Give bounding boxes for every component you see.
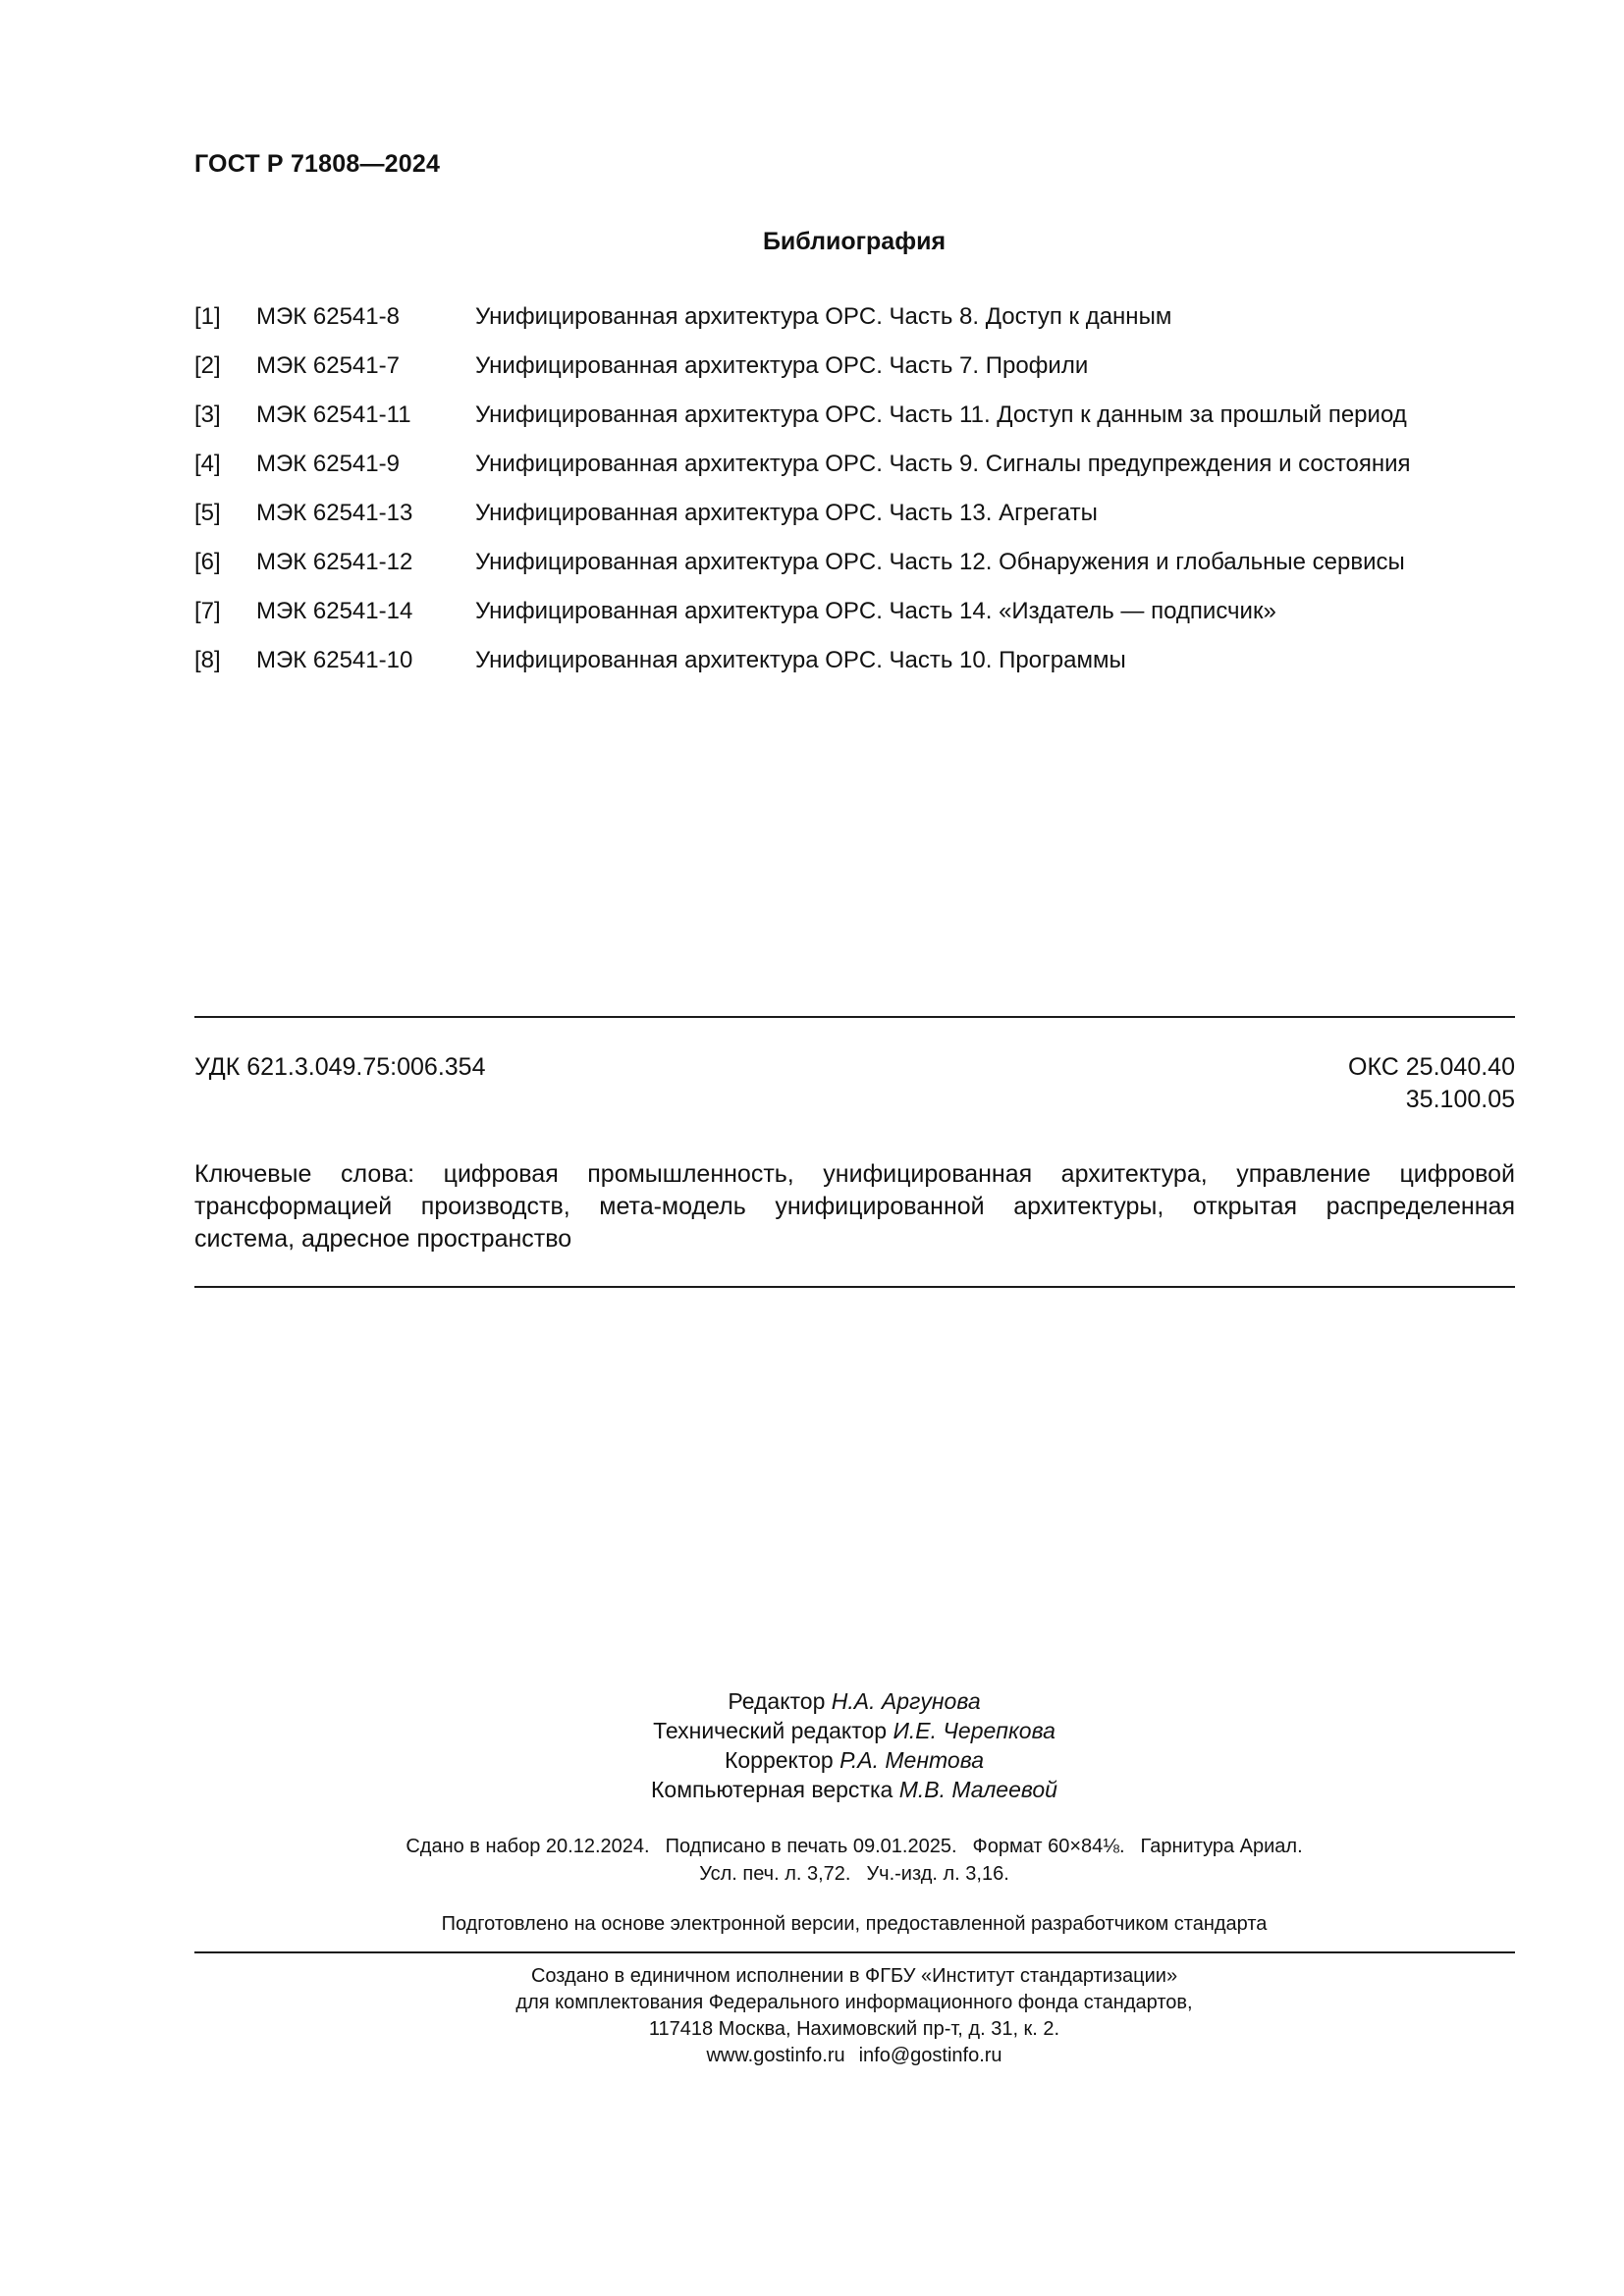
list-item — [194, 400, 1515, 450]
publisher-line: для комплектования Федерального информационного фонда стандартов, — [515, 1992, 1193, 2013]
standard-code: ГОСТ Р 71808—2024 — [194, 150, 441, 178]
credit-role: Компьютерная верстка — [651, 1777, 893, 1802]
reference-code: МЭК 62541-10 — [256, 647, 413, 673]
reference-number: [6] — [194, 549, 221, 575]
list-item — [194, 450, 1515, 499]
list-item — [194, 646, 1515, 695]
list-item — [194, 548, 1515, 597]
reference-title: Унифицированная архитектура OPC. Часть 10. Программы — [475, 647, 1126, 673]
credit-technical-editor — [0, 1716, 1624, 1745]
list-item — [194, 302, 1515, 351]
list-item — [194, 499, 1515, 548]
credit-name: М.В. Малеевой — [898, 1777, 1057, 1802]
publisher-sheets: Уч.-изд. л. 3,16. — [866, 1863, 1009, 1885]
reference-code: МЭК 62541-12 — [256, 549, 413, 575]
reference-code: МЭК 62541-14 — [256, 598, 413, 624]
reference-title: Унифицированная архитектура OPC. Часть 11. Доступ к данным за прошлый период — [475, 401, 1407, 428]
reference-code: МЭК 62541-8 — [256, 303, 400, 330]
credit-name: Р.А. Ментова — [839, 1747, 984, 1773]
print-info-line — [0, 1833, 1624, 1860]
divider — [194, 1016, 1515, 1018]
print-info-block — [0, 1833, 1624, 1888]
credit-proofreader — [0, 1745, 1624, 1775]
email-link[interactable]: info@gostinfo.ru — [858, 2045, 1002, 2066]
reference-title: Унифицированная архитектура OPC. Часть 9. Сигналы предупреждения и состояния — [475, 451, 1411, 477]
credit-name: И.Е. Черепкова — [893, 1718, 1056, 1743]
prepared-note: Подготовлено на основе электронной версии, предоставленной разработчиком стандарта — [441, 1913, 1268, 1935]
reference-title: Унифицированная архитектура OPC. Часть 14. «Издатель — подписчик» — [475, 598, 1276, 624]
credit-role: Корректор — [724, 1747, 834, 1773]
reference-number: [2] — [194, 352, 221, 379]
reference-code: МЭК 62541-9 — [256, 451, 400, 477]
oks-codes — [1348, 1051, 1515, 1116]
submitted-date: Сдано в набор 20.12.2024. — [406, 1836, 650, 1857]
bibliography-title: Библиография — [762, 228, 947, 255]
keywords-block — [194, 1158, 1515, 1255]
credit-editor — [0, 1686, 1624, 1716]
keywords-line: Ключевые слова: цифровая промышленность, унифицированная архитектура, управление цифровой — [194, 1160, 1515, 1188]
reference-number: [1] — [194, 303, 221, 330]
divider — [194, 1951, 1515, 1953]
publisher-block — [0, 1963, 1624, 2069]
reference-title: Унифицированная архитектура OPC. Часть 7. Профили — [475, 352, 1089, 379]
website-link[interactable]: www.gostinfo.ru — [706, 2045, 845, 2066]
credit-role: Редактор — [728, 1688, 826, 1714]
credit-role: Технический редактор — [653, 1718, 888, 1743]
print-info-line — [0, 1860, 1624, 1888]
reference-number: [3] — [194, 401, 221, 428]
udk-code: УДК 621.3.049.75:006.354 — [194, 1053, 486, 1081]
publisher-contacts — [0, 2043, 1624, 2069]
keywords-line: трансформацией производств, мета-модель унифицированной архитектуры, открытая распределенная — [194, 1193, 1515, 1220]
bibliography-list — [194, 302, 1515, 695]
reference-code: МЭК 62541-7 — [256, 352, 400, 379]
publisher-address: 117418 Москва, Нахимовский пр-т, д. 31, к. 2. — [648, 2018, 1060, 2040]
oks-code-secondary: 35.100.05 — [1405, 1086, 1515, 1113]
credit-layout — [0, 1775, 1624, 1804]
keywords-line: система, адресное пространство — [194, 1225, 572, 1253]
paper-format: Формат 60×84⅛. — [972, 1836, 1125, 1857]
reference-code: МЭК 62541-13 — [256, 500, 413, 526]
reference-title: Унифицированная архитектура OPC. Часть 12. Обнаружения и глобальные сервисы — [475, 549, 1405, 575]
print-sheets: Усл. печ. л. 3,72. — [699, 1863, 851, 1885]
reference-number: [4] — [194, 451, 221, 477]
reference-number: [7] — [194, 598, 221, 624]
divider — [194, 1286, 1515, 1288]
reference-title: Унифицированная архитектура OPC. Часть 8. Доступ к данным — [475, 303, 1172, 330]
signed-date: Подписано в печать 09.01.2025. — [665, 1836, 957, 1857]
publisher-line: Создано в единичном исполнении в ФГБУ «Институт стандартизации» — [530, 1965, 1178, 1987]
reference-title: Унифицированная архитектура OPC. Часть 13. Агрегаты — [475, 500, 1098, 526]
list-item — [194, 351, 1515, 400]
reference-number: [5] — [194, 500, 221, 526]
credits-block — [0, 1686, 1624, 1804]
reference-number: [8] — [194, 647, 221, 673]
credit-name: Н.А. Аргунова — [831, 1688, 981, 1714]
oks-code-primary: ОКС 25.040.40 — [1348, 1053, 1515, 1081]
typeface: Гарнитура Ариал. — [1140, 1836, 1303, 1857]
list-item — [194, 597, 1515, 646]
reference-code: МЭК 62541-11 — [256, 401, 411, 428]
